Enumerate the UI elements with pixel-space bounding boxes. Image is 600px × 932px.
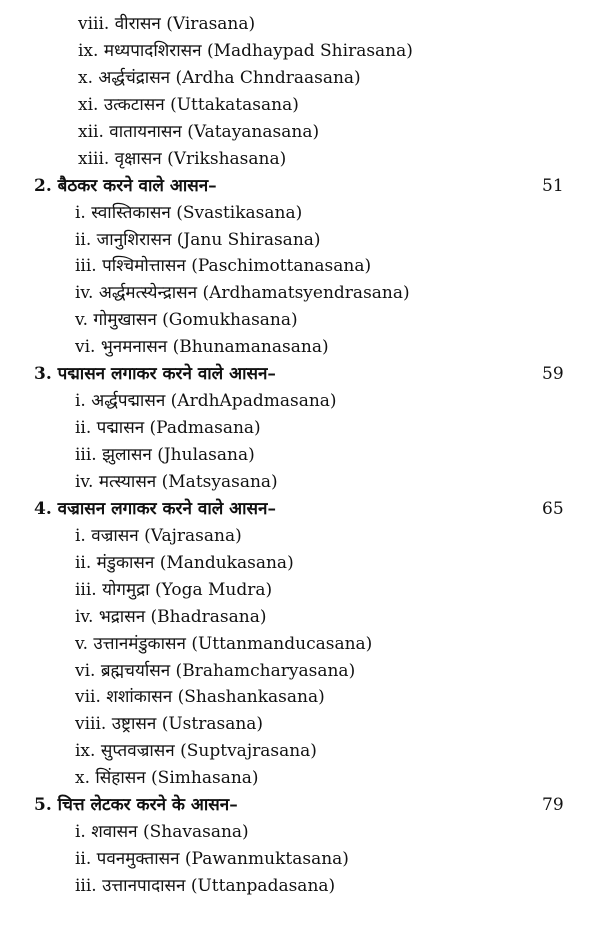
toc-item-paschimottanasana: iii. पश्चिमोत्तासन (Paschimottanasana) [75,256,372,277]
toc-item-suptvajrasana: ix. सुप्तवज्रासन (Suptvajrasana) [75,741,317,762]
toc-item-jhulasana: iii. झुलासन (Jhulasana) [75,445,255,465]
toc-item-mandukasana: ii. मंडुकासन (Mandukasana) [75,552,294,573]
section-title: वज्रासन लगाकर करने वाले आसन– [57,498,276,519]
toc-item-ardhapadmasana: i. अर्द्धपद्मासन (ArdhApadmasana) [75,391,337,412]
section-page-number: 51 [542,175,564,196]
toc-item-ustrasana: viii. उष्ट्रासन (Ustrasana) [75,714,264,735]
toc-item-simhasana: x. सिंहासन (Simhasana) [75,768,259,789]
toc-item-uttakatasana: xi. उत्कटासन (Uttakatasana) [78,94,299,115]
toc-item-ardhamatsyendrasana: iv. अर्द्धमत्स्येन्द्रासन (Ardhamatsyendrasana) [75,283,410,304]
section-number: 4. [34,498,52,519]
toc-item-vrikshasana: xiii. वृक्षासन (Vrikshasana) [78,148,287,169]
toc-item-padmasana: ii. पद्मासन (Padmasana) [75,418,261,439]
toc-item-janu-shirasana: ii. जानुशिरासन (Janu Shirasana) [75,229,321,250]
toc-item-yoga-mudra: iii. योगमुद्रा (Yoga Mudra) [75,579,273,600]
section-title: बैठकर करने वाले आसन– [57,175,217,196]
toc-item-shashankasana: vii. शशांकासन (Shashankasana) [75,687,325,708]
section-page-number: 65 [542,498,564,519]
toc-item-madhaypad-shirasana: ix. मध्यपादशिरासन (Madhaypad Shirasana) [78,40,413,61]
toc-item-virasana: viii. वीरासन (Virasana) [78,14,256,34]
toc-item-svastikasana: i. स्वास्तिकासन (Svastikasana) [75,202,303,223]
section-number: 3. [34,364,52,385]
toc-item-bhadrasana: iv. भद्रासन (Bhadrasana) [75,606,267,627]
table-of-contents [0,11,600,900]
toc-section-3-heading [0,361,600,388]
toc-item-shavasana: i. शवासन (Shavasana) [75,822,249,843]
toc-item-matsyasana: iv. मत्स्यासन (Matsyasana) [75,471,278,492]
toc-item-vajrasana: i. वज्रासन (Vajrasana) [75,525,242,546]
toc-item-pawanmuktasana: ii. पवनमुक्तासन (Pawanmuktasana) [75,849,349,870]
section-title: चित्त लेटकर करने के आसन– [57,795,238,816]
toc-section-5-heading [0,792,600,819]
toc-item-brahamcharyasana: vi. ब्रह्मचर्यासन (Brahamcharyasana) [75,660,356,681]
toc-section-2-heading [0,173,600,200]
toc-item-vatayanasana: xii. वातायनासन (Vatayanasana) [78,121,320,142]
section-number: 2. [34,175,52,196]
toc-item-bhunamanasana: vi. भुनमनासन (Bhunamanasana) [75,337,329,358]
toc-item-ardha-chndraasana: x. अर्द्धचंद्रासन (Ardha Chndraasana) [78,67,361,88]
toc-item-gomukhasana: v. गोमुखासन (Gomukhasana) [75,310,298,331]
section-page-number: 79 [542,795,564,816]
toc-item-uttanpadasana: iii. उत्तानपादासन (Uttanpadasana) [75,876,336,896]
toc-section-4-heading [0,496,600,523]
section-number: 5. [34,795,52,816]
section-title: पद्मासन लगाकर करने वाले आसन– [57,364,276,385]
section-page-number: 59 [542,364,564,385]
toc-item-uttanmanducasana: v. उत्तानमंडुकासन (Uttanmanducasana) [75,633,373,654]
